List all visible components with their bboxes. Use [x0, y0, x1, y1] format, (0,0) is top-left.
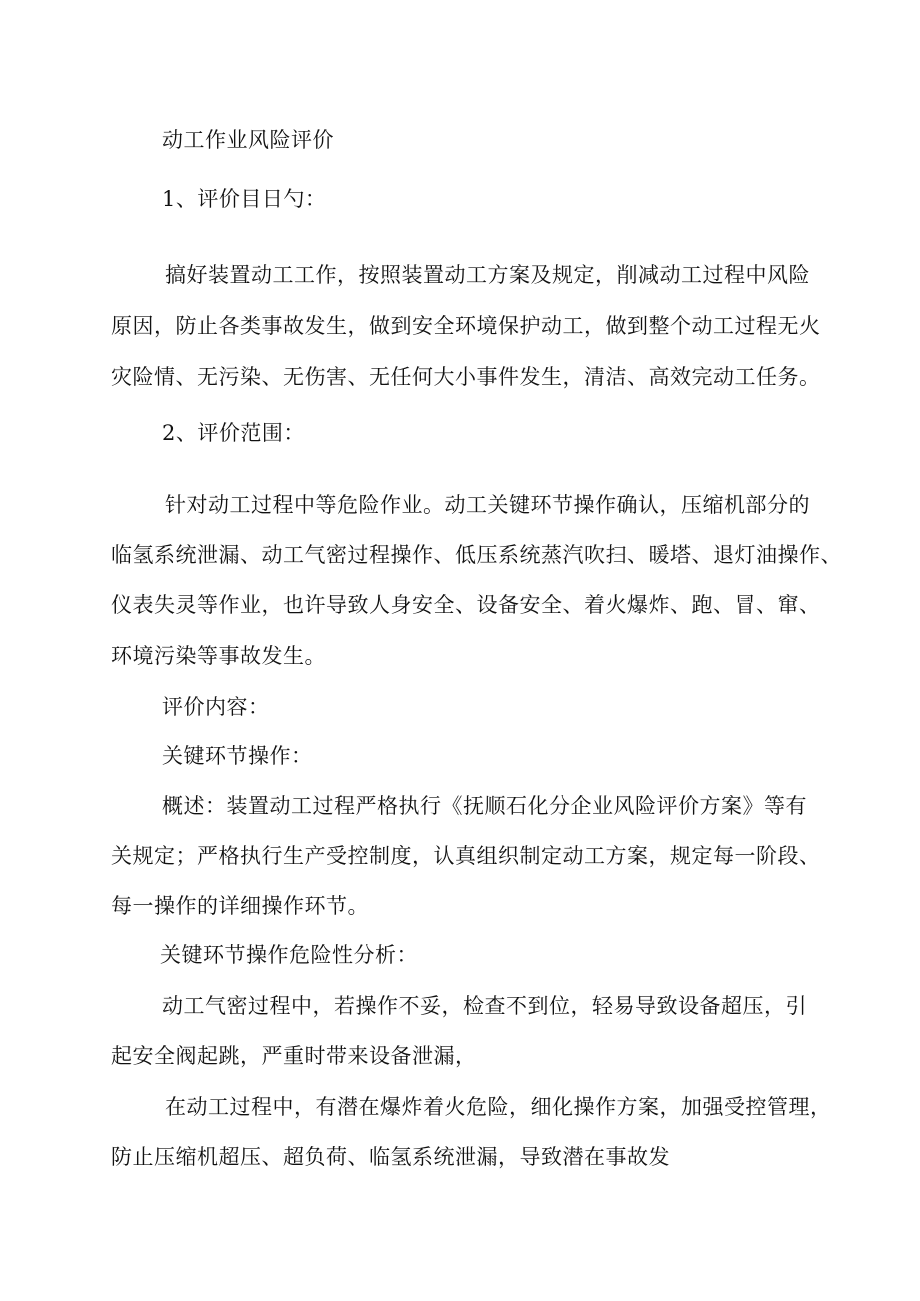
risk-heading: 关键环节操作危险性分析：: [160, 943, 418, 967]
document-title: 动工作业风险评价: [162, 128, 334, 152]
risk-para-2-line: 防止压缩机超压、超负荷、临氢系统泄漏，导致潜在事故发: [111, 1145, 670, 1169]
section-1-line: 搞好装置动工工作，按照装置动工方案及规定，削减动工过程中风险: [165, 263, 810, 287]
risk-para-1-line: 动工气密过程中，若操作不妥，检查不到位，轻易导致设备超压，引: [162, 994, 807, 1018]
section-2-heading: 2、评价范围：: [162, 421, 305, 445]
section-2-line: 临氢系统泄漏、动工气密过程操作、低压系统蒸汽吹扫、暖塔、退灯油操作、: [111, 543, 842, 567]
section-1-heading: 1、评价目日勺：: [162, 187, 327, 211]
risk-para-2-line: 在动工过程中，有潜在爆炸着火危险，细化操作方案，加强受控管理，: [165, 1095, 832, 1119]
section-2-line: 环境污染等事故发生。: [111, 644, 326, 668]
content-heading: 评价内容：: [162, 695, 270, 719]
section-1-line: 原因，防止各类事故发生，做到安全环境保护动工，做到整个动工过程无火: [111, 314, 821, 338]
section-2-line: 针对动工过程中等危险作业。动工关键环节操作确认，压缩机部分的: [165, 493, 810, 517]
overview-line: 每一操作的详细操作环节。: [111, 894, 369, 918]
risk-para-1-line: 起安全阀起跳，严重时带来设备泄漏，: [111, 1044, 477, 1068]
overview-line: 关规定；严格执行生产受控制度，认真组织制定动工方案，规定每一阶段、: [111, 844, 821, 868]
overview-line: 概述：装置动工过程严格执行《抚顺石化分企业风险评价方案》等有: [162, 794, 807, 818]
section-2-line: 仪表失灵等作业，也许导致人身安全、设备安全、着火爆炸、跑、冒、窜、: [111, 593, 821, 617]
section-1-line: 灾险情、无污染、无伤害、无任何大小事件发生，清洁、高效完动工任务。: [111, 365, 821, 389]
key-ops-heading: 关键环节操作：: [162, 744, 313, 768]
